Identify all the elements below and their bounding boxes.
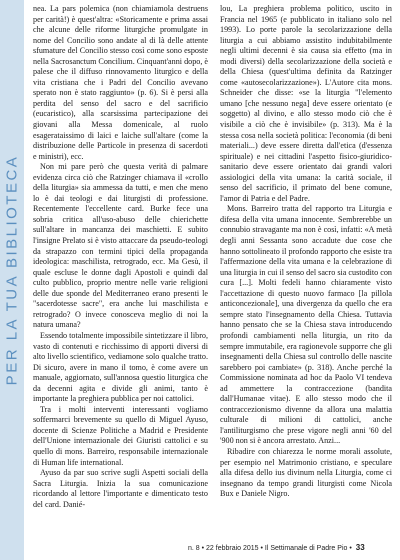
right-column — [220, 4, 392, 500]
paragraph: Tra i molti interventi interessanti vogliamo soffermarci brevemente su quello di Miguel Ayuso, docente di Scienze Politiche a Madrid e Presidente dell'Unione internazionale dei Giuristi cattolici e su quello di mons. Barreiro, responsabile internazionale di Human life international. — [33, 404, 208, 467]
side-band — [0, 0, 24, 560]
paragraph: Ayuso da par suo scrive sugli Aspetti sociali della Sacra Liturgia. Inizia la sua comunicazione ricordando al lettore l'importante e dimenticato testo del card. Danié- — [33, 468, 208, 509]
paragraph: Non mi pare però che questa verità di palmare evidenza circa ciò che Ratzinger chiamava il «crollo della liturgia» sia ammessa da tutti, e men che meno lo è dai teologi e dai liturgisti di professione. Recentemente l'eccellente card. Burke fece una sobria critica all'uso-abuso delle chierichette sull'altare in mancanza dei maschietti. E subito l'insigne Prelato si è visto attaccare da pseudo-teologi da strapazzo con termini tipici della propaganda ideologica: maschilista, retrogrado, ecc. Ma Gesù, il quale escluse le donne dagli Apostoli e quindi dal culto pubblico, proprio mentre nelle varie religioni delle due sponde del Mediterraneo erano presenti le "sacerdotesse sacre", era anche lui maschilista e retrogrado? O invece conosceva meglio di noi la natura umana? — [33, 162, 208, 330]
paragraph: lou, La preghiera problema politico, uscito in Francia nel 1965 (e pubblicato in italiano solo nel 1993). Lo porte parole la secolarizzazione della liturgia a cui abbiamo assistito indubitabilmente negli ultimi decenni è sia causa sia effetto (ma in modi diversi) della secolarizzazione della società e della Chiesa (quest'ultima definita da Ratzinger come «autosecolarizzazione»). L'Autore cita mons. Schneider che disse: «se la liturgia "l'elemento umano [che nessuno nega] deve essere orientato (e soggetto) al divino, e allo stesso modo ciò che è visibile a ciò che è invisibile» (p. 313). Ma è la stessa cosa nella società politica: l'economia (di beni materiali...) deve essere diretta dall'etica (d'essenza spirituale) e nei cittadini l'aspetto fisico-giuridico-sanitario deve essere orientato dai grandi valori assiologici della vita umana: la carità sociale, il senso del sacrificio, il primato del bene comune, l'amor di Patria e del Padre. — [220, 4, 392, 203]
section-title: PER LA TUA BIBLIOTECA — [3, 154, 21, 386]
paragraph: nea. La pars polemica (non chiamiamola destruens per carità!) è quest'altra: «Storicamente e prima assai che alcune delle riforme liturgiche promulgate in nome del Concilio sono andate al di là delle attente sfumature del Concilio stesso così come sono esposte nella Sacrosanctum Concilium. Cinquant'anni dopo, è palese che il diffuso rinnovamento liturgico e della vita cristiana che i Padri del Concilio avevano sperato non è stato raggiunto» (p. 6). Si è persi alla perdita del senso del sacro e del sacrificio (eucaristico), alla scarsissima partecipazione dei giovani alla Messa domenicale, al ruolo esagerataissimo di laici e laiche sull'altare (come la distribuzione delle Particole in presenza di sacerdoti e ministri), ecc. — [33, 4, 208, 161]
left-column — [33, 4, 208, 510]
page-number: 33 — [355, 543, 365, 552]
page-footer — [188, 543, 365, 552]
paragraph: Essendo totalmente impossibile sintetizzare il libro, vasto di contenuti e ricchissimo di apporti diversi di alto livello scientifico, vediamone solo qualche tratto. Di sicuro, avere in mano il tomo, è come avere un manuale, aggiornato, sull'annosa questio liturgica che da decenni agita e divide gli animi, tanto è importante la preghiera pubblica per noi cattolici. — [33, 330, 208, 404]
paragraph: Ribadire con chiarezza le norme morali assolute, per esempio nel Matrimonio cristiano, e speculare alla difesa dello ius divinum nella Liturgia, come ci insegnano da tempo grandi liturgisti come Nicola Bux e Daniele Nigro. — [220, 446, 392, 499]
footer-issue-info: n. 8 • 22 febbraio 2015 • Il Settimanale di Padre Pio • — [188, 545, 352, 552]
paragraph: Mons. Barreiro tratta del rapporto tra Liturgia e difesa della vita umana innocente. Sembrerebbe un connubio stravagante ma non è così, infatti: «A metà degli anni Sessanta sono accadute due cose che hanno sottolineato il profondo rapporto che esiste tra l'affermazione della vita umana e la celebrazione di una liturgia in cui il senso del sacro sia custodito con cura [...]. Molti fedeli hanno chiaramente visto l'accettazione di questo nuovo farmaco [la pillola anticoncezionale], una divergenza da quello che era sempre stato l'insegnamento della Chiesa. Tuttavia hanno pensato che se la Chiesa stava introducendo profondi cambiamenti nella liturgia, un rito da sempre immutabile, era ragionevole supporre che gli insegnamenti della Chiesa sul controllo delle nascite sarebbero poi cambiate» (p. 318). Anche perché la Commissione nominata ad hoc da Paolo VI tendeva ad ammettere la contraccezione (bandita dall'Humanae vitae). E allo stesso modo che il contraccezionismo divenne da allora una malattia culturale di milioni di cattolici, anche l'antiliturgismo che prese vigore negli anni '60 del '900 non si è ancora arrestato. Anzi... — [220, 204, 392, 446]
